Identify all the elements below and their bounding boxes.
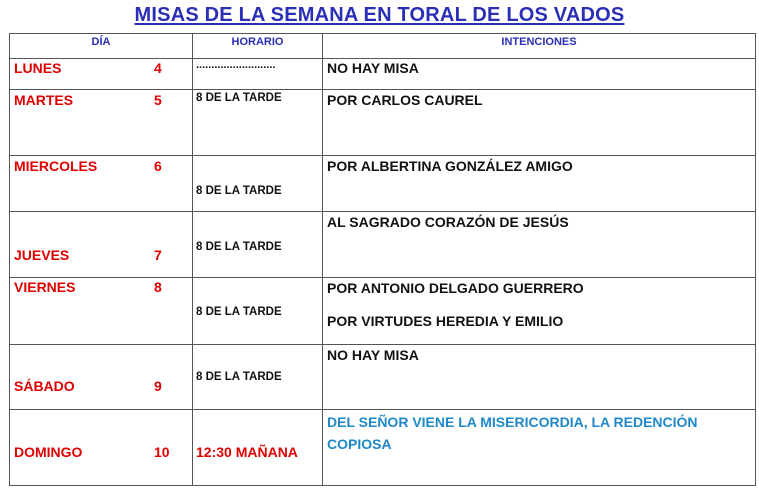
day-name: MARTES (14, 92, 74, 108)
day-cell (10, 156, 193, 212)
day-number: 10 (154, 444, 170, 460)
day-name: LUNES (14, 60, 62, 76)
day-cell (10, 278, 193, 345)
header-intenciones: INTENCIONES (323, 34, 756, 59)
day-number: 4 (154, 60, 162, 76)
horario-text: 12:30 MAÑANA (196, 444, 298, 460)
day-cell (10, 212, 193, 278)
day-number: 5 (154, 92, 162, 108)
day-number: 9 (154, 378, 162, 394)
horario-text: 8 DE LA TARDE (196, 306, 282, 318)
horario-cell (193, 410, 323, 486)
intenciones-cell (323, 59, 756, 90)
horario-cell (193, 212, 323, 278)
day-number: 8 (154, 279, 162, 295)
intention-text: POR ALBERTINA GONZÁLEZ AMIGO (327, 158, 573, 174)
intention-text: POR VIRTUDES HEREDIA Y EMILIO (327, 313, 564, 329)
table-row (10, 345, 756, 410)
horario-cell (193, 156, 323, 212)
intention-text: AL SAGRADO CORAZÓN DE JESÚS (327, 214, 569, 230)
intenciones-cell (323, 345, 756, 410)
day-name: MIERCOLES (14, 158, 98, 174)
day-name: SÁBADO (14, 378, 75, 394)
day-name: DOMINGO (14, 444, 83, 460)
day-name: JUEVES (14, 247, 70, 263)
intenciones-cell (323, 410, 756, 486)
day-cell (10, 59, 193, 90)
intention-text: NO HAY MISA (327, 347, 419, 363)
horario-cell (193, 278, 323, 345)
day-number: 7 (154, 247, 162, 263)
table-row (10, 156, 756, 212)
header-row (10, 34, 756, 59)
table-row (10, 278, 756, 345)
schedule-table (9, 33, 756, 486)
intention-text: POR CARLOS CAUREL (327, 92, 483, 108)
intenciones-cell (323, 278, 756, 345)
intention-text: DEL SEÑOR VIENE LA MISERICORDIA, LA REDENCIÓN (327, 414, 698, 430)
day-name: VIERNES (14, 279, 76, 295)
table-row (10, 212, 756, 278)
table-row (10, 90, 756, 156)
intenciones-cell (323, 212, 756, 278)
day-cell (10, 345, 193, 410)
day-number: 6 (154, 158, 162, 174)
horario-text: 8 DE LA TARDE (196, 185, 282, 197)
horario-cell (193, 90, 323, 156)
intenciones-cell (323, 90, 756, 156)
horario-text: 8 DE LA TARDE (196, 241, 282, 253)
horario-text: .......................... (196, 59, 276, 71)
intention-text: NO HAY MISA (327, 60, 419, 76)
page-title: MISAS DE LA SEMANA EN TORAL DE LOS VADOS (134, 4, 625, 26)
day-cell (10, 90, 193, 156)
header-horario: HORARIO (193, 34, 323, 59)
horario-text: 8 DE LA TARDE (196, 371, 282, 383)
header-day: DÍA (10, 34, 193, 59)
intention-text: COPIOSA (327, 436, 392, 452)
day-cell (10, 410, 193, 486)
horario-cell (193, 345, 323, 410)
intention-text: POR ANTONIO DELGADO GUERRERO (327, 280, 584, 296)
horario-cell (193, 59, 323, 90)
horario-text: 8 DE LA TARDE (196, 92, 282, 104)
table-row (10, 59, 756, 90)
intenciones-cell (323, 156, 756, 212)
table-row (10, 410, 756, 486)
